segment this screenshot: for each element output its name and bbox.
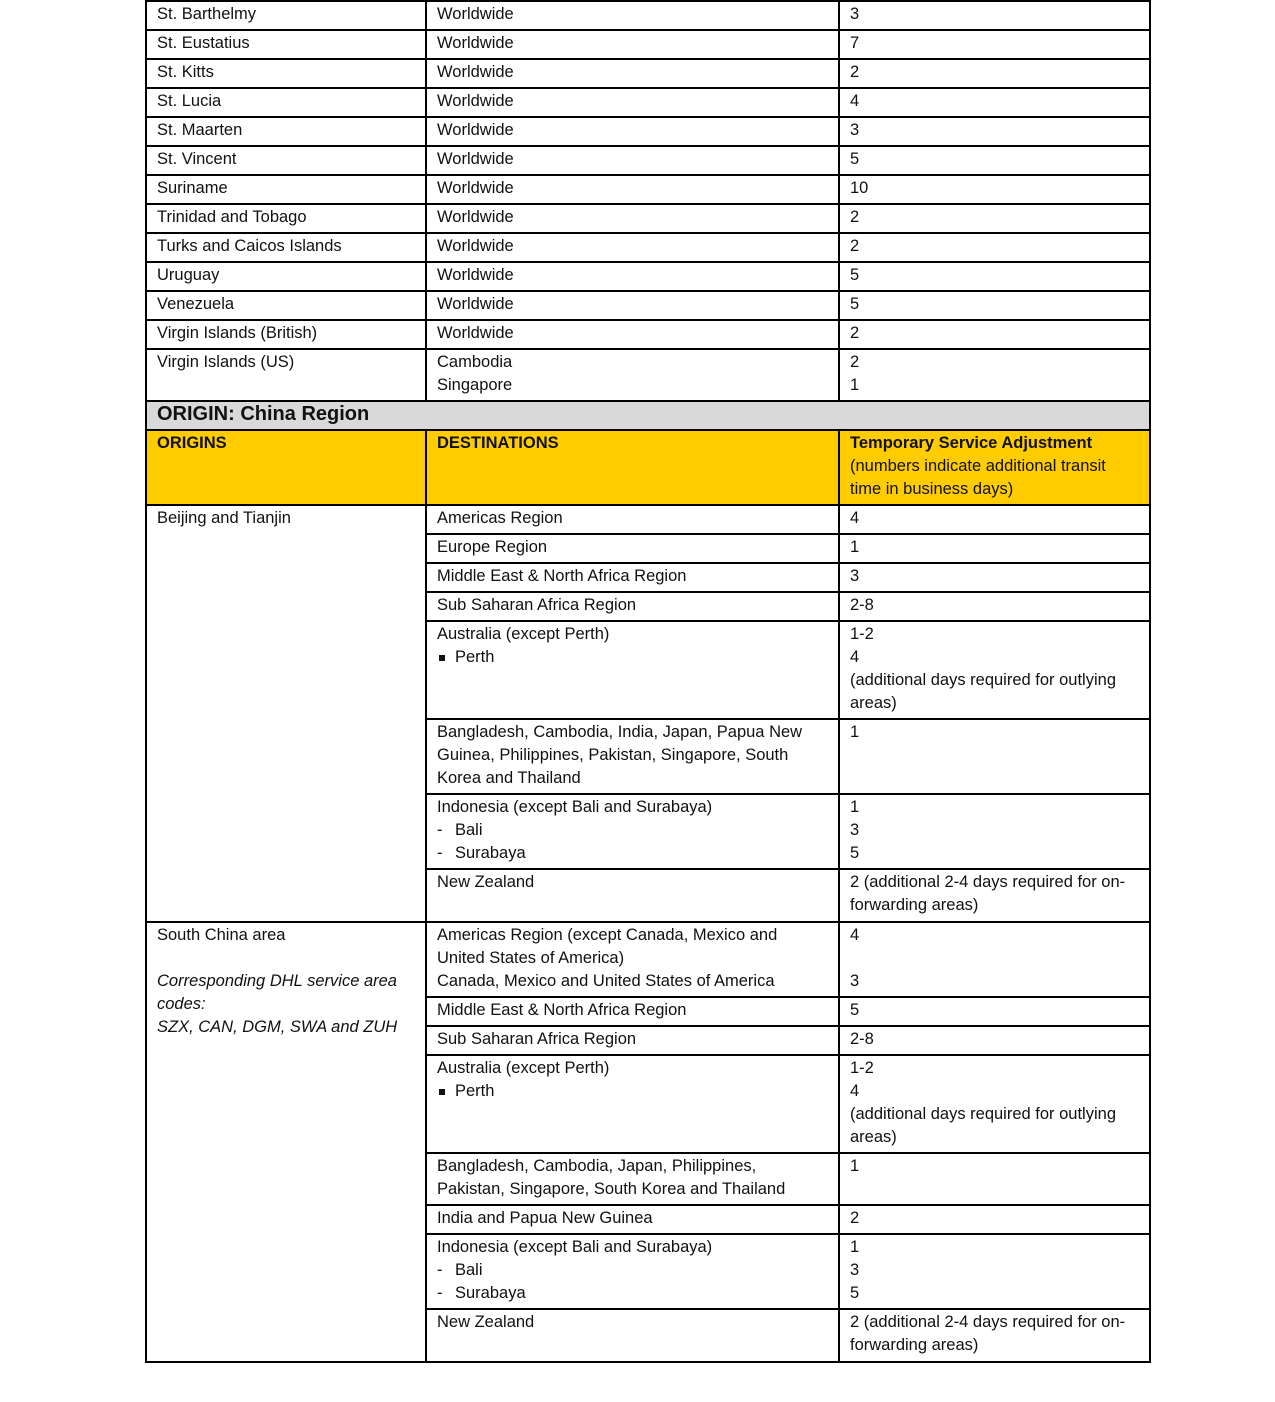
destination-cell: India and Papua New Guinea [426, 1205, 839, 1234]
value-cell: 7 [839, 30, 1150, 59]
table-row [146, 233, 1150, 262]
table-row [146, 146, 1150, 175]
value-cell: 3 [839, 117, 1150, 146]
destination-sub: - Surabaya [437, 844, 526, 862]
origin-cell: Uruguay [146, 262, 426, 291]
square-bullet-icon [439, 1089, 445, 1095]
destination-cell: Worldwide [426, 1, 839, 30]
table-row [146, 59, 1150, 88]
value-cell: 10 [839, 175, 1150, 204]
header-origins: ORIGINS [146, 430, 426, 505]
value-cell: 1-2 4 (additional days required for outlying areas) [839, 1055, 1150, 1153]
origin-cell [146, 505, 426, 922]
origin-cell: St. Lucia [146, 88, 426, 117]
origin-cell: St. Kitts [146, 59, 426, 88]
value-cell: 2 1 [839, 349, 1150, 401]
destination-cell: Sub Saharan Africa Region [426, 1026, 839, 1055]
destination-cell: Indonesia (except Bali and Surabaya) - Bali - Surabaya [426, 794, 839, 869]
destination-sub: - Surabaya [437, 1284, 526, 1302]
destination-cell: Europe Region [426, 534, 839, 563]
origin-cell: Turks and Caicos Islands [146, 233, 426, 262]
value-cell: 1 [839, 719, 1150, 794]
origin-cell: Virgin Islands (British) [146, 320, 426, 349]
value-cell: 4 3 [839, 922, 1150, 997]
destination-cell: Worldwide [426, 117, 839, 146]
value-cell: 2-8 [839, 592, 1150, 621]
origin-cell: St. Maarten [146, 117, 426, 146]
destination-sub: Perth [437, 1080, 828, 1103]
destination-cell: Bangladesh, Cambodia, India, Japan, Papua New Guinea, Philippines, Pakistan, Singapore, South Korea and Thailand [426, 719, 839, 794]
value-cell: 1 3 5 [839, 794, 1150, 869]
destination-sub: - Bali [437, 821, 483, 839]
table-row [146, 320, 1150, 349]
header-adjustment [839, 430, 1150, 505]
destination-cell: Worldwide [426, 30, 839, 59]
value-cell: 5 [839, 997, 1150, 1026]
region-title-row [146, 401, 1150, 430]
region-title: ORIGIN: China Region [146, 401, 1150, 430]
top-rows [146, 1, 1150, 401]
destination-cell: Australia (except Perth) Perth [426, 1055, 839, 1153]
table-row [146, 291, 1150, 320]
value-cell: 1 [839, 534, 1150, 563]
header-adjustment-note: (numbers indicate additional transit time in business days) [850, 457, 1106, 498]
origin-name: Beijing and Tianjin [157, 509, 291, 527]
value-cell: 2 [839, 320, 1150, 349]
transit-adjustment-table [145, 0, 1151, 1363]
table-row [146, 922, 1150, 997]
origin-cell: St. Vincent [146, 146, 426, 175]
destination-cell: Americas Region (except Canada, Mexico and United States of America) Canada, Mexico and United States of America [426, 922, 839, 997]
value-cell: 2 [839, 59, 1150, 88]
destination-cell: Cambodia Singapore [426, 349, 839, 401]
origin-cell: Venezuela [146, 291, 426, 320]
destination-cell: Worldwide [426, 204, 839, 233]
destination-cell: Worldwide [426, 88, 839, 117]
value-cell: 2 (additional 2-4 days required for on-forwarding areas) [839, 869, 1150, 922]
destination-cell: Middle East & North Africa Region [426, 563, 839, 592]
destination-cell: Worldwide [426, 175, 839, 204]
destination-cell: Indonesia (except Bali and Surabaya) - Bali - Surabaya [426, 1234, 839, 1309]
table-row [146, 349, 1150, 401]
destination-cell: New Zealand [426, 1309, 839, 1362]
value-cell: 5 [839, 262, 1150, 291]
header-destinations: DESTINATIONS [426, 430, 839, 505]
value-cell: 2 [839, 204, 1150, 233]
destination-cell: Worldwide [426, 146, 839, 175]
square-bullet-icon [439, 655, 445, 661]
destination-cell: Americas Region [426, 505, 839, 534]
value-cell: 2 [839, 1205, 1150, 1234]
destination-cell: Worldwide [426, 233, 839, 262]
destination-cell: Worldwide [426, 320, 839, 349]
value-cell: 2 (additional 2-4 days required for on-forwarding areas) [839, 1309, 1150, 1362]
origin-cell [146, 922, 426, 1362]
service-codes-label: Corresponding DHL service area codes: [157, 972, 397, 1013]
value-cell: 3 [839, 1, 1150, 30]
origin-cell: St. Barthelmy [146, 1, 426, 30]
destination-cell: Worldwide [426, 59, 839, 88]
destination-sub: - Bali [437, 1261, 483, 1279]
value-cell: 4 [839, 505, 1150, 534]
table-row [146, 505, 1150, 534]
value-cell: 2-8 [839, 1026, 1150, 1055]
table-row [146, 204, 1150, 233]
table-row [146, 262, 1150, 291]
destination-main: Australia (except Perth) [437, 625, 610, 643]
value-cell: 3 [839, 563, 1150, 592]
origin-cell: Virgin Islands (US) [146, 349, 426, 401]
value-cell: 1 3 5 [839, 1234, 1150, 1309]
table-row [146, 175, 1150, 204]
value-cell: 5 [839, 291, 1150, 320]
value-cell: 1 [839, 1153, 1150, 1205]
destination-cell: Worldwide [426, 262, 839, 291]
header-adjustment-title: Temporary Service Adjustment [850, 434, 1093, 452]
origin-cell: St. Eustatius [146, 30, 426, 59]
table-row [146, 30, 1150, 59]
column-header-row [146, 430, 1150, 505]
value-cell: 5 [839, 146, 1150, 175]
origin-cell: Suriname [146, 175, 426, 204]
table-row [146, 117, 1150, 146]
origin-cell: Trinidad and Tobago [146, 204, 426, 233]
table-row [146, 1, 1150, 30]
table-row [146, 88, 1150, 117]
service-codes: SZX, CAN, DGM, SWA and ZUH [157, 1018, 398, 1036]
china-region-section [146, 401, 1150, 1362]
value-cell: 1-2 4 (additional days required for outlying areas) [839, 621, 1150, 719]
destination-cell: New Zealand [426, 869, 839, 922]
origin-name: South China area [157, 926, 286, 944]
value-cell: 2 [839, 233, 1150, 262]
destination-cell: Sub Saharan Africa Region [426, 592, 839, 621]
value-cell: 4 [839, 88, 1150, 117]
destination-cell: Bangladesh, Cambodia, Japan, Philippines, Pakistan, Singapore, South Korea and Thailand [426, 1153, 839, 1205]
destination-cell: Worldwide [426, 291, 839, 320]
destination-cell: Middle East & North Africa Region [426, 997, 839, 1026]
destination-sub: Perth [437, 646, 828, 669]
destination-cell [426, 621, 839, 719]
